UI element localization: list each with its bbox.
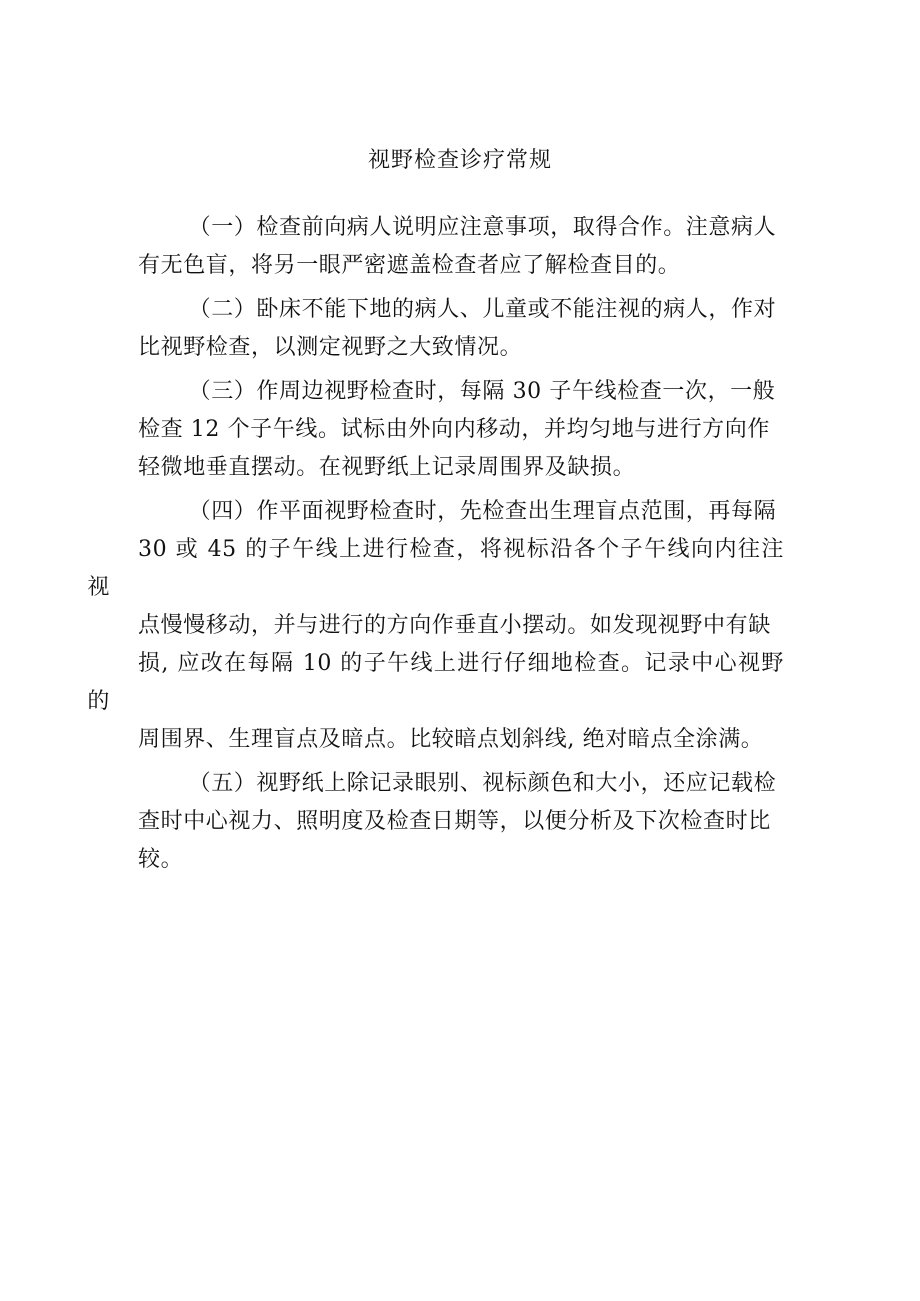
paragraph-line: （二）卧床不能下地的病人、儿童或不能注视的病人，作对 [188, 297, 777, 322]
paragraph-1 [138, 209, 784, 285]
document-title: 视野检查诊疗常规 [367, 148, 552, 173]
paragraph-line: （五）视野纸上除记录眼别、视标颜色和大小，还应记载检 [188, 771, 777, 796]
paragraph-4 [87, 493, 784, 759]
paragraph-2 [138, 291, 784, 367]
document-body [87, 209, 784, 885]
paragraph-line: 查时中心视力、照明度及检查日期等，以便分析及下次检查时比 [138, 809, 771, 834]
paragraph-line: （三）作周边视野检查时，每隔 30 子午线检查一次，一般 [188, 379, 776, 404]
paragraph-line: （四）作平面视野检查时，先检查出生理盲点范围，再每隔 [188, 499, 777, 524]
paragraph-line: 30 或 45 的子午线上进行检查，将视标沿各个子午线向内往注视 [87, 537, 784, 600]
paragraph-line: 有无色盲，将另一眼严密遮盖检查者应了解检查目的。 [138, 253, 681, 278]
paragraph-line: 比视野检查，以测定视野之大致情况。 [138, 335, 523, 360]
paragraph-line: 点慢慢移动，并与进行的方向作垂直小摆动。如发现视野中有缺 [138, 613, 771, 638]
paragraph-line: （一）检查前向病人说明应注意事项，取得合作。注意病人 [188, 215, 777, 240]
paragraph-line: 较。 [138, 847, 184, 872]
paragraph-line: 损, 应改在每隔 10 的子午线上进行仔细地检查。记录中心视野的 [87, 651, 784, 714]
paragraph-5 [138, 765, 784, 879]
paragraph-line: 检查 12 个子午线。试标由外向内移动，并均匀地与进行方向作 [138, 417, 770, 442]
paragraph-line: 轻微地垂直摆动。在视野纸上记录周围界及缺损。 [138, 455, 636, 480]
paragraph-3 [138, 373, 784, 487]
paragraph-line: 周围界、生理盲点及暗点。比较暗点划斜线, 绝对暗点全涂满。 [138, 727, 764, 752]
